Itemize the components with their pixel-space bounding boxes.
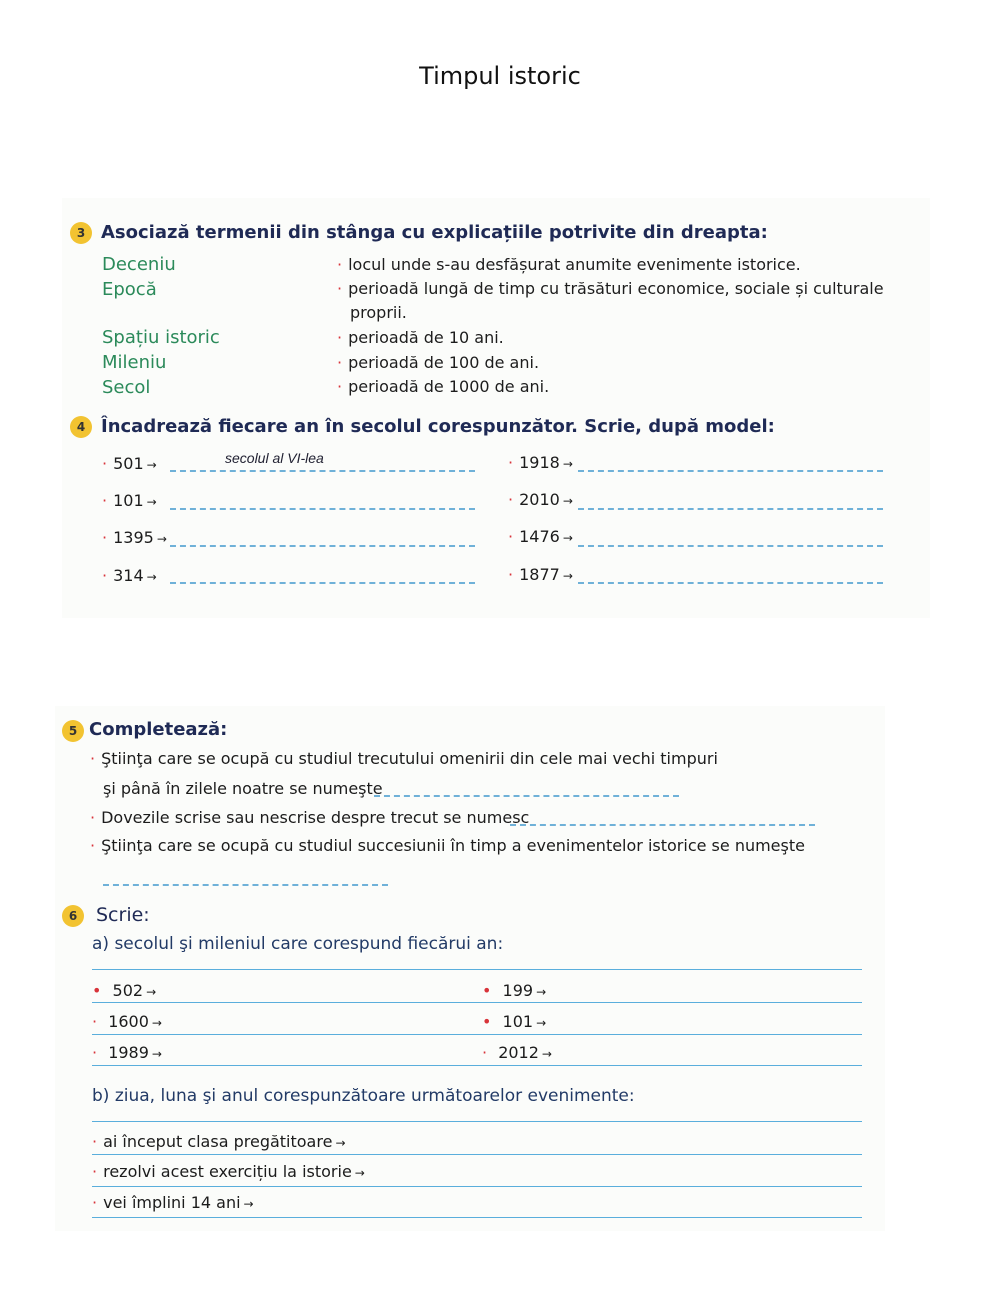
exercise-4-heading: Încadrează fiecare an în secolul corespunzător. Scrie, după model: <box>101 416 775 437</box>
arrow-icon: → <box>354 1166 365 1180</box>
answer-line[interactable] <box>170 545 475 547</box>
year-row: • 502 → <box>92 981 157 1000</box>
year-value: 1395 <box>113 528 154 547</box>
exercise-5-heading: Completează: <box>89 719 228 740</box>
year-row: · 1476 → <box>508 527 573 546</box>
explanation-2-cont: proprii. <box>350 303 407 322</box>
exercise-6-badge: 6 <box>62 905 84 927</box>
answer-line[interactable] <box>578 508 883 510</box>
year-value: 101 <box>113 491 144 510</box>
arrow-icon: → <box>541 1047 552 1061</box>
arrow-icon: → <box>156 532 167 546</box>
ruled-line[interactable] <box>92 1217 862 1218</box>
year-value: 199 <box>502 981 534 1000</box>
year-row: • 199 → <box>482 981 547 1000</box>
exercise-4-badge: 4 <box>70 416 92 438</box>
year-row: · 1989 → <box>92 1043 162 1062</box>
explanation-text: perioadă de 1000 de ani. <box>348 377 550 396</box>
year-value: 501 <box>113 454 144 473</box>
exercise-6-part-a: a) secolul şi mileniul care corespund fiecărui an: <box>92 934 504 954</box>
year-row: · 101 → <box>102 491 157 510</box>
year-row: · 1395 → <box>102 528 167 547</box>
year-value: 1600 <box>108 1012 149 1031</box>
event-text: vei împlini 14 ani <box>103 1193 241 1212</box>
year-value: 1476 <box>519 527 560 546</box>
ex5-line-1: · Ştiinţa care se ocupă cu studiul trecutului omenirii din cele mai vechi timpuri <box>90 749 718 768</box>
year-value: 1877 <box>519 565 560 584</box>
term-spatiu-istoric: Spațiu istoric <box>102 327 220 348</box>
event-row: · rezolvi acest exercițiu la istorie → <box>92 1162 365 1181</box>
ex5-text: Dovezile scrise sau nescrise despre trecut se numesc <box>101 808 530 827</box>
ruled-line[interactable] <box>92 1065 862 1066</box>
year-row: · 1918 → <box>508 453 573 472</box>
explanation-text: perioadă de 10 ani. <box>348 328 504 347</box>
year-row: · 501 → <box>102 454 157 473</box>
explanation-1 <box>337 255 801 274</box>
ex5-line-4: · Ştiinţa care se ocupă cu studiul succesiunii în timp a evenimentelor istorice se numeşte <box>90 836 805 855</box>
year-value: 2010 <box>519 490 560 509</box>
answer-line[interactable] <box>578 470 883 472</box>
answer-line[interactable] <box>170 508 475 510</box>
bullet: · <box>337 255 343 274</box>
arrow-icon: → <box>146 570 157 584</box>
explanation-3 <box>337 328 504 347</box>
explanation-4 <box>337 353 539 372</box>
ex5-line-2: şi până în zilele noatre se numeşte <box>103 779 383 798</box>
arrow-icon: → <box>536 985 547 999</box>
arrow-icon: → <box>562 569 573 583</box>
event-text: rezolvi acest exercițiu la istorie <box>103 1162 352 1181</box>
arrow-icon: → <box>151 1047 162 1061</box>
explanation-2 <box>337 279 884 298</box>
ruled-line[interactable] <box>92 1154 862 1155</box>
explanation-text: perioadă de 100 de ani. <box>348 353 540 372</box>
answer-line[interactable] <box>578 582 883 584</box>
exercise-5-badge: 5 <box>62 720 84 742</box>
model-answer: secolul al VI-lea <box>225 450 324 466</box>
term-epoca: Epocă <box>102 279 157 300</box>
ex5-text: Ştiinţa care se ocupă cu studiul trecutului omenirii din cele mai vechi timpuri <box>101 749 718 768</box>
answer-line[interactable] <box>578 545 883 547</box>
ex5-line-3: · Dovezile scrise sau nescrise despre trecut se numesc <box>90 808 530 827</box>
arrow-icon: → <box>536 1016 547 1030</box>
ruled-line[interactable] <box>92 1186 862 1187</box>
arrow-icon: → <box>146 985 157 999</box>
exercise-6-heading: Scrie: <box>96 904 150 926</box>
arrow-icon: → <box>562 531 573 545</box>
answer-line[interactable] <box>170 470 475 472</box>
arrow-icon: → <box>243 1197 254 1211</box>
answer-line[interactable] <box>103 884 388 886</box>
explanation-text: locul unde s-au desfășurat anumite evenimente istorice. <box>348 255 801 274</box>
year-row: • 101 → <box>482 1012 547 1031</box>
answer-line[interactable] <box>510 824 815 826</box>
bullet: · <box>337 279 343 298</box>
ruled-line <box>92 969 862 970</box>
year-row: · 2010 → <box>508 490 573 509</box>
answer-line[interactable] <box>170 582 475 584</box>
exercise-3-badge: 3 <box>70 222 92 244</box>
answer-line[interactable] <box>374 795 679 797</box>
bullet: · <box>337 353 343 372</box>
event-row: · ai început clasa pregătitoare → <box>92 1132 346 1151</box>
arrow-icon: → <box>146 458 157 472</box>
year-value: 101 <box>502 1012 534 1031</box>
bullet: · <box>337 377 343 396</box>
arrow-icon: → <box>562 494 573 508</box>
year-value: 314 <box>113 566 144 585</box>
term-secol: Secol <box>102 377 151 398</box>
arrow-icon: → <box>146 495 157 509</box>
year-value: 2012 <box>498 1043 539 1062</box>
event-text: ai început clasa pregătitoare <box>103 1132 333 1151</box>
event-row: · vei împlini 14 ani → <box>92 1193 254 1212</box>
year-value: 1989 <box>108 1043 149 1062</box>
year-value: 1918 <box>519 453 560 472</box>
ruled-line[interactable] <box>92 1034 862 1035</box>
exercise-6-part-b: b) ziua, luna şi anul corespunzătoare următoarelor evenimente: <box>92 1086 635 1106</box>
bullet: · <box>337 328 343 347</box>
page-title: Timpul istoric <box>419 62 581 90</box>
year-row: · 1877 → <box>508 565 573 584</box>
year-row: · 1600 → <box>92 1012 162 1031</box>
year-row: · 2012 → <box>482 1043 552 1062</box>
term-deceniu: Deceniu <box>102 254 176 275</box>
year-row: · 314 → <box>102 566 157 585</box>
arrow-icon: → <box>335 1136 346 1150</box>
year-value: 502 <box>112 981 144 1000</box>
exercise-3-heading: Asociază termenii din stânga cu explicațiile potrivite din dreapta: <box>101 222 768 243</box>
explanation-text: perioadă lungă de timp cu trăsături economice, sociale și culturale <box>348 279 884 298</box>
arrow-icon: → <box>562 457 573 471</box>
explanation-5 <box>337 377 549 396</box>
arrow-icon: → <box>151 1016 162 1030</box>
ex5-text: Ştiinţa care se ocupă cu studiul succesiunii în timp a evenimentelor istorice se numeşte <box>101 836 805 855</box>
ruled-line <box>92 1121 862 1122</box>
ruled-line[interactable] <box>92 1002 862 1003</box>
term-mileniu: Mileniu <box>102 352 167 373</box>
